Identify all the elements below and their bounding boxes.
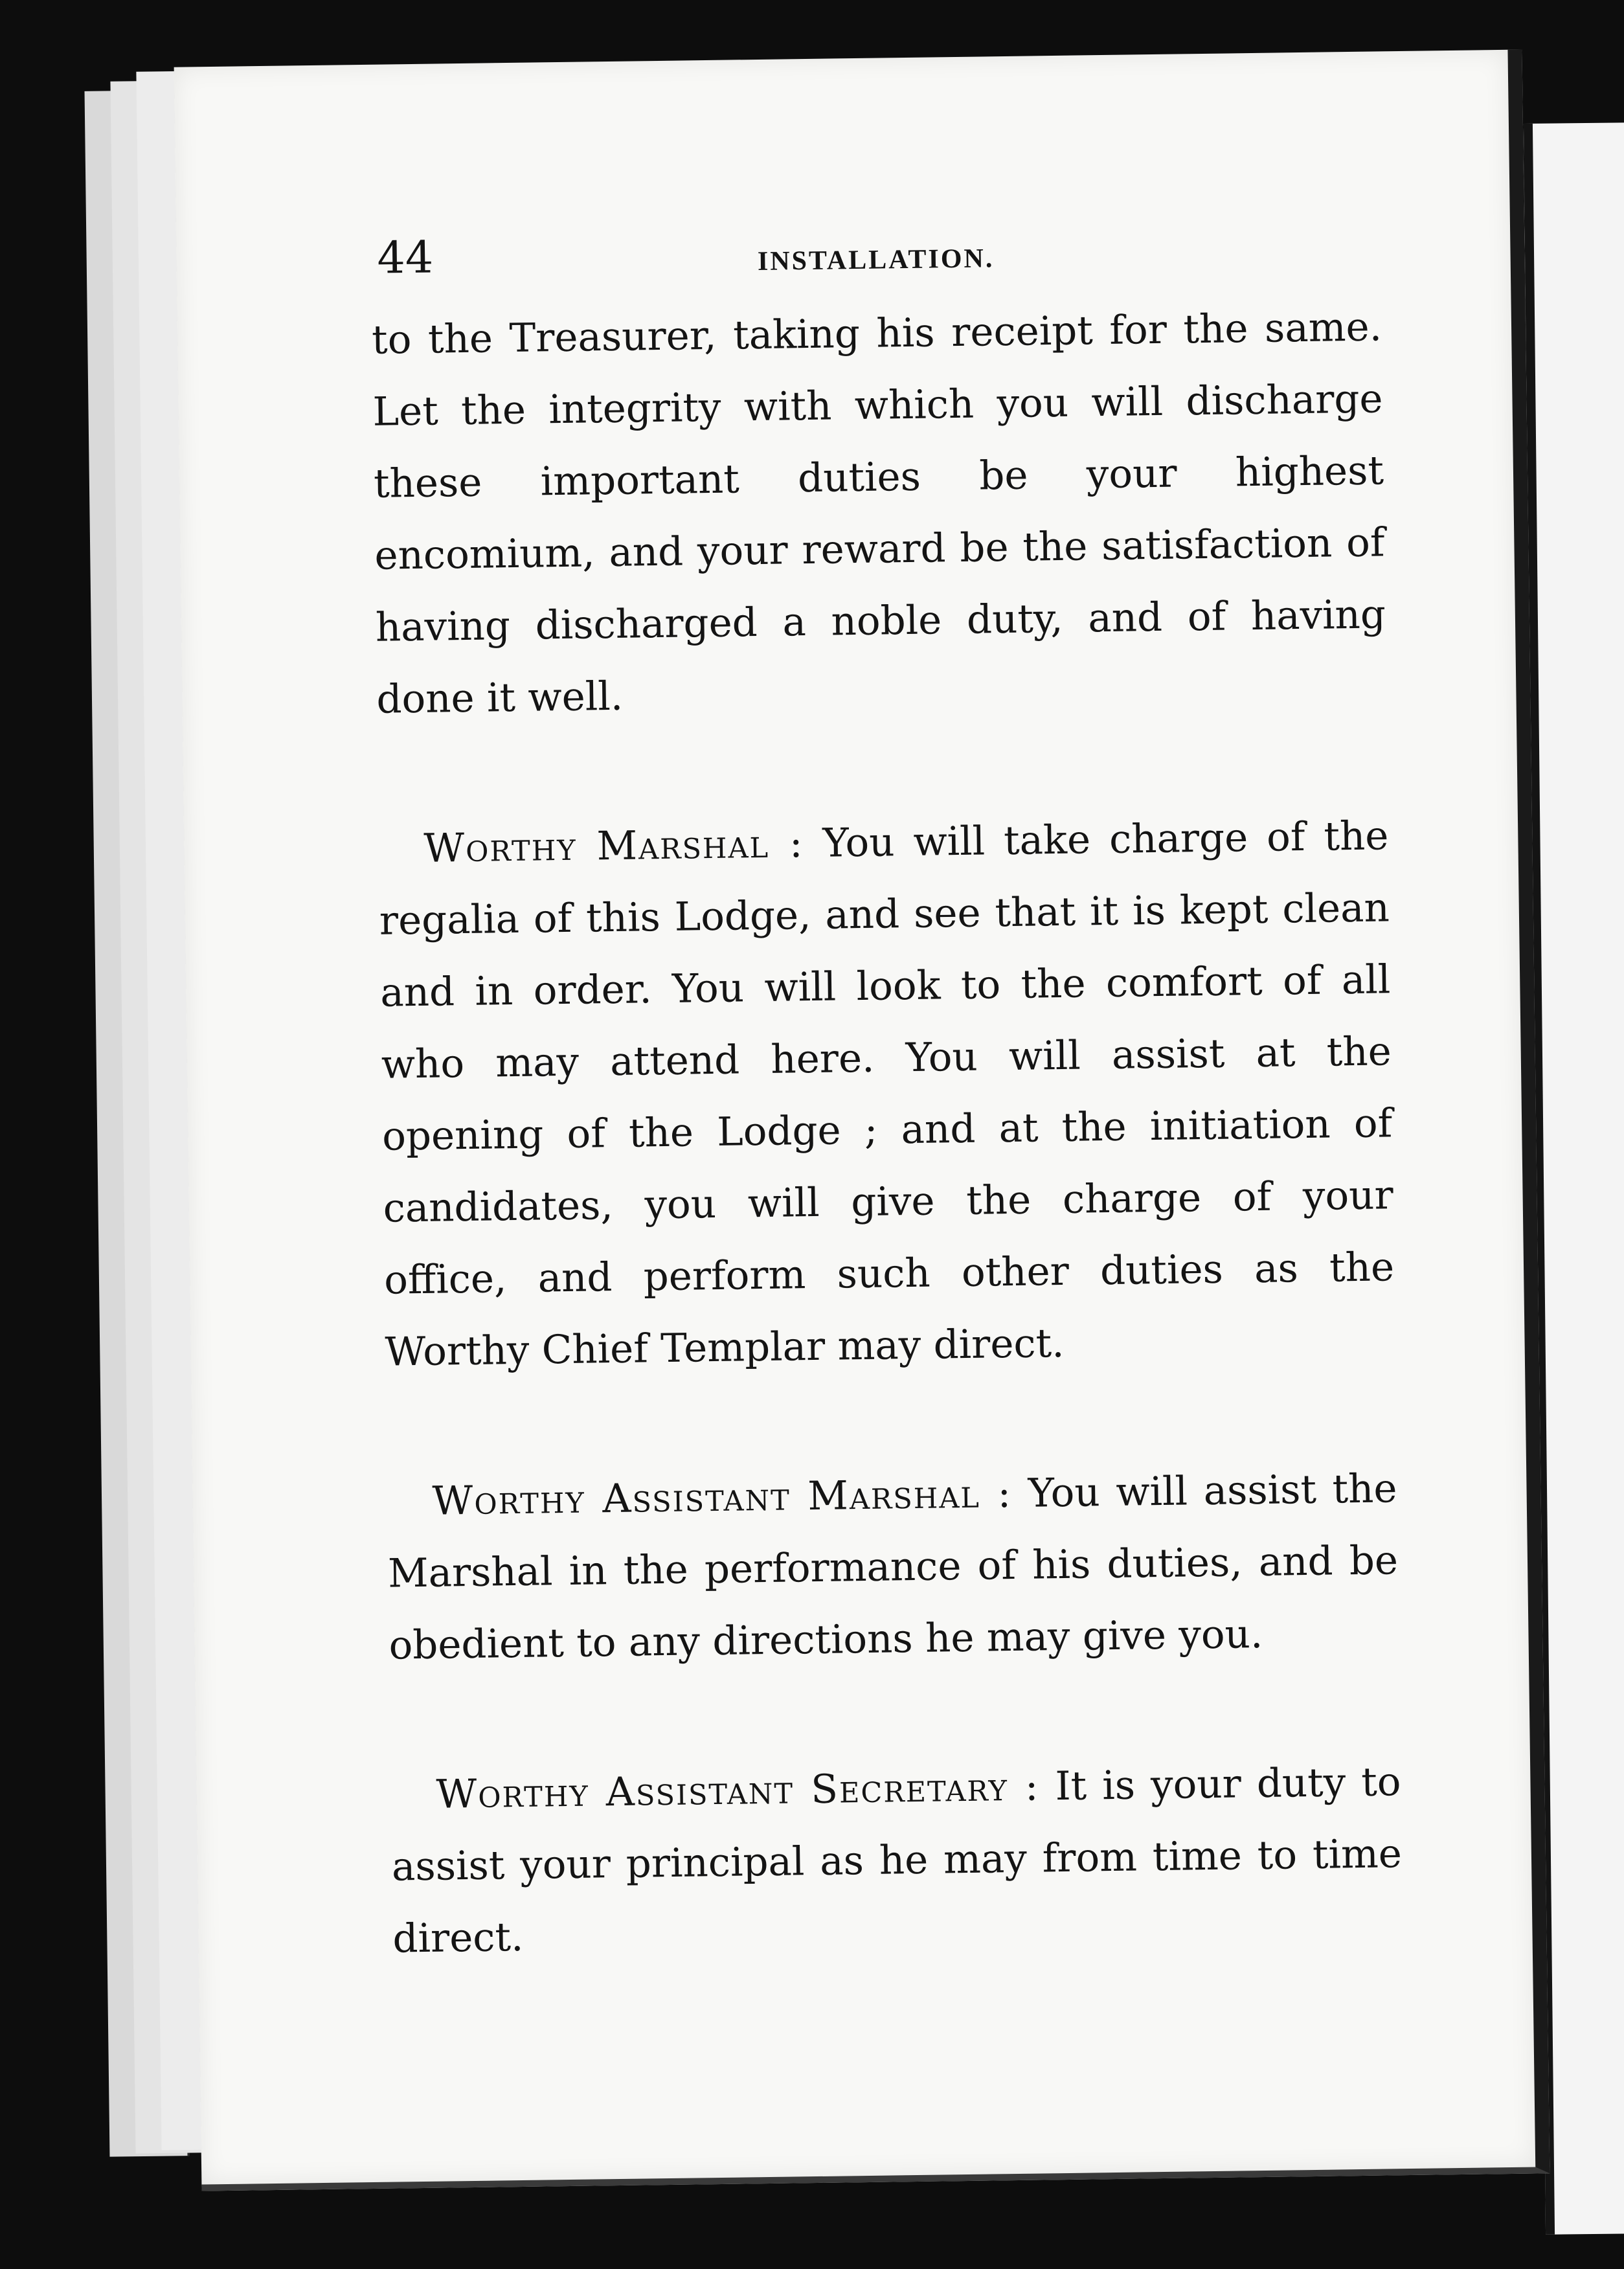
paragraph (387, 1452, 1399, 1681)
speaker-label: Worthy Marshal : (423, 820, 804, 872)
paragraph-text: You will assist the Marshal in the performance of his duties, and be obedient to any directions he may give you. (387, 1465, 1399, 1669)
running-head (370, 220, 1381, 304)
paragraph (371, 291, 1387, 735)
page-number: 44 (376, 232, 434, 284)
paragraph-text: It is your duty to assist your principal as he may from time to time direct. (391, 1759, 1403, 1962)
paragraph (378, 800, 1395, 1388)
paragraph-text: to the Treasurer, taking his receipt for the same. Let the integrity with which you will discharge these important duties be your highest encomium, and your reward be the satisfaction of having discharged a noble duty, and of having done it well. (371, 304, 1386, 723)
speaker-label: Worthy Assistant Marshal : (432, 1471, 1013, 1524)
running-title: INSTALLATION. (757, 243, 995, 277)
book-page (174, 50, 1550, 2191)
page-content (370, 220, 1404, 2052)
paragraph-text: You will take charge of the regalia of this Lodge, and see that it is kept clean and in order. You will look to the comfort of all who may attend here. You will assist at the opening of the Lodge ; and at the initiation of candidates, you will give the charge of your office, and perform such other duties as the Worthy Chief Templar may direct. (379, 813, 1395, 1375)
speaker-label: Worthy Assistant Secretary : (436, 1763, 1040, 1818)
paragraph (390, 1746, 1403, 1974)
